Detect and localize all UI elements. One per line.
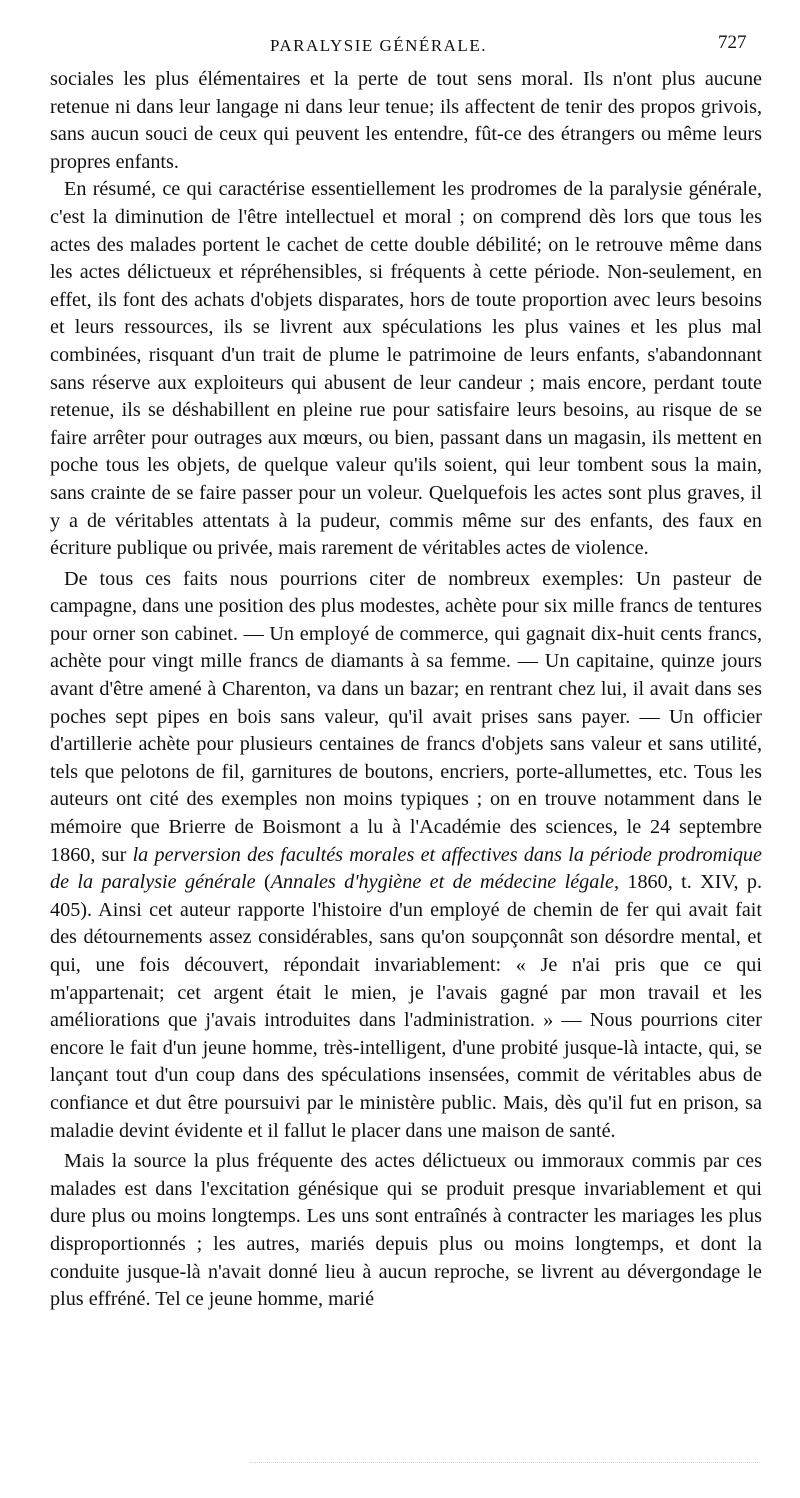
running-title: PARALYSIE GÉNÉRALE. bbox=[270, 36, 487, 55]
page-number: 727 bbox=[718, 32, 747, 53]
running-header bbox=[0, 32, 800, 56]
paragraph-genesic: Mais la source la plus fréquente des actes délictueux ou immoraux commis par ces malades est dans l'excitation génésique qui se produit presque invariablement et qui dure plus ou moins longtemps. Les uns sont entraînés à contracter les mariages les plus disproportionnés ; les autres, mariés depuis plus ou moins longtemps, et dont la conduite jusque-là n'avait donné lieu à aucun reproche, se livrent au dévergondage le plus effréné. Tel ce jeune homme, marié bbox=[50, 1150, 762, 1311]
paragraph-examples-text-1: De tous ces faits nous pourrions citer de nombreux exemples: Un pasteur de campagne, dans une position des plus modestes, achète pour six mille francs de tentures pour orner son cabinet. — Un employé de commerce, qui gagnait dix-huit cents francs, achète pour vingt mille francs de diamants à sa femme. — Un capitaine, quinze jours avant d'être amené à Charenton, va dans un bazar; en rentrant chez lui, il avait dans ses poches sept pipes en bois sans valeur, qu'il avait prises sans payer. — Un officier d'artillerie achète pour plusieurs centaines de francs d'objets sans valeur et sans utilité, tels que pelotons de fil, garnitures de boutons, encriers, porte-allumettes, etc. Tous les auteurs ont cité des exemples non moins typiques ; on en trouve notamment dans le mémoire que Brierre de Boismont a lu à l'Académie des sciences, le 24 septembre 1860, sur bbox=[50, 567, 762, 866]
paragraph-examples bbox=[50, 566, 762, 1145]
paragraph-examples-text-3: , 1860, t. XIV, p. 405). Ainsi cet auteur rapporte l'histoire d'un employé de chemin de fer qui avait fait des détournements assez considérables, sans qu'on soupçonnât son désordre mental, et qui, une fois découvert, répondait invariablement: « Je n'ai pris que ce qui m'appartenait; cet argent était le mien, je l'avais gagné par mon travail et les améliorations que j'avais introduites dans l'administration. » — Nous pourrions citer encore le fait d'un jeune homme, très-intelligent, d'une probité jusque-là intacte, qui, se lançant tout d'un coup dans des spéculations insensées, commit de véritables abus de confiance et dut être poursuivi par le ministère public. Mais, dès qu'il fut en prison, sa maladie devint évidente et il fallut le placer dans une maison de santé. bbox=[50, 871, 762, 1142]
journal-title: Annales d'hygiène et de médecine légale bbox=[270, 871, 614, 894]
paragraph-continued: sociales les plus élémentaires et la perte de tout sens moral. Ils n'ont plus aucune retenue ni dans leur langage ni dans leur tenue; ils affectent de tenir des propos grivois, sans aucun souci de ceux qui peuvent les entendre, fût-ce des étrangers ou même leurs propres enfants. bbox=[50, 68, 762, 173]
body-text bbox=[50, 66, 762, 1314]
paragraph-examples-text-2: ( bbox=[255, 871, 271, 894]
memoir-title: la perversion des facultés morales et affectives dans la période prodromique de la paralysie générale bbox=[50, 843, 762, 894]
paragraph-summary: En résumé, ce qui caractérise essentiellement les prodromes de la paralysie générale, c'est la diminution de l'être intellectuel et moral ; on comprend dès lors que tous les actes des malades portent le cachet de cette double débilité; on le retrouve même dans les actes délictueux et répréhensibles, si fréquents à cette période. Non-seulement, en effet, ils font des achats d'objets disparates, hors de toute proportion avec leurs besoins et leurs ressources, ils se livrent aux spéculations les plus vaines et les plus mal combinées, risquant d'un trait de plume le patrimoine de leurs enfants, s'abandonnant sans réserve aux exploiteurs qui abusent de leur candeur ; mais encore, perdant toute retenue, ils se déshabillent en pleine rue pour satisfaire leurs besoins, au risque de se faire arrêter pour outrages aux mœurs, ou bien, passant dans un magasin, ils mettent en poche tous les objets, de quelque valeur qu'ils soient, qui leur tombent sous la main, sans crainte de se faire passer pour un voleur. Quelquefois les actes sont plus graves, il y a de véritables attentats à la pudeur, commis même sur des enfants, des faux en écriture publique ou privée, mais rarement de véritables actes de violence. bbox=[50, 178, 762, 560]
bleed-through-marks bbox=[250, 1462, 760, 1465]
